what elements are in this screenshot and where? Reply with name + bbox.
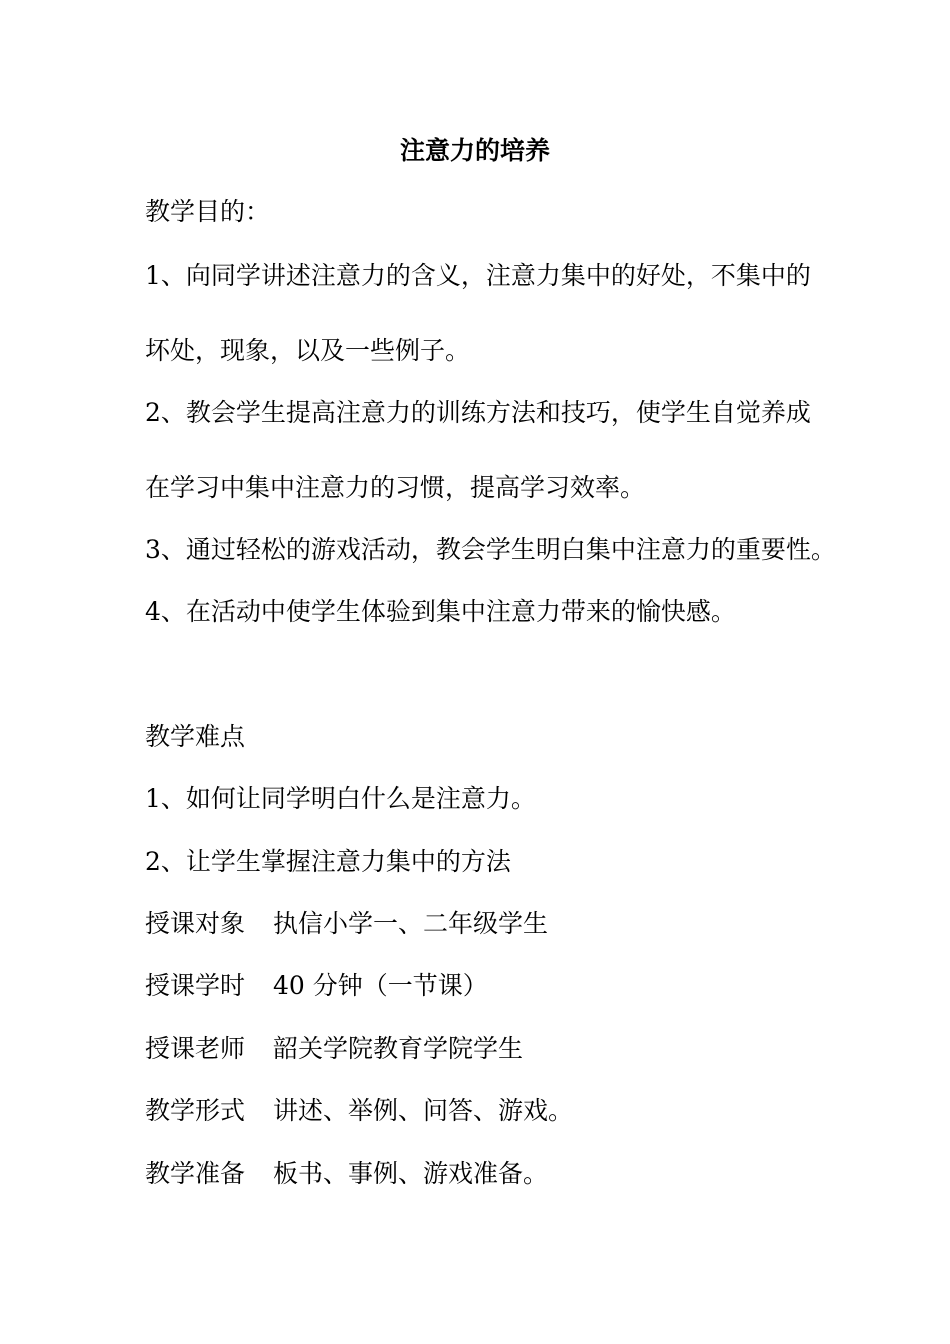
objective-line: 坏处，现象，以及一些例子。 bbox=[145, 336, 471, 365]
info-row bbox=[145, 1031, 523, 1067]
difficulties-heading: 教学难点 bbox=[145, 722, 246, 751]
info-row bbox=[145, 968, 488, 1004]
objective-line: 1、向同学讲述注意力的含义，注意力集中的好处，不集中的 bbox=[145, 261, 811, 290]
difficulty-line: 2、让学生掌握注意力集中的方法 bbox=[145, 847, 511, 876]
info-label: 教学形式 bbox=[145, 1096, 246, 1125]
objectives-heading: 教学目的： bbox=[145, 197, 271, 226]
info-row bbox=[145, 1156, 548, 1192]
info-row bbox=[145, 906, 548, 942]
info-row bbox=[145, 1093, 573, 1129]
info-label: 授课老师 bbox=[145, 1034, 246, 1063]
info-label: 教学准备 bbox=[145, 1159, 246, 1188]
objective-line: 4、在活动中使学生体验到集中注意力带来的愉快感。 bbox=[145, 597, 736, 626]
info-value: 执信小学一、二年级学生 bbox=[273, 909, 549, 938]
objective-line: 3、通过轻松的游戏活动，教会学生明白集中注意力的重要性。 bbox=[145, 535, 836, 564]
info-value: 板书、事例、游戏准备。 bbox=[273, 1159, 549, 1188]
objective-line: 2、教会学生提高注意力的训练方法和技巧，使学生自觉养成 bbox=[145, 398, 811, 427]
info-value: 讲述、举例、问答、游戏。 bbox=[273, 1096, 574, 1125]
info-label: 授课对象 bbox=[145, 909, 246, 938]
objective-line: 在学习中集中注意力的习惯，提高学习效率。 bbox=[145, 473, 646, 502]
info-value: 40 分钟（一节课） bbox=[273, 971, 488, 1000]
info-value: 韶关学院教育学院学生 bbox=[273, 1034, 524, 1063]
info-label: 授课学时 bbox=[145, 971, 246, 1000]
difficulty-line: 1、如何让同学明白什么是注意力。 bbox=[145, 784, 536, 813]
document-title: 注意力的培养 bbox=[399, 136, 550, 165]
